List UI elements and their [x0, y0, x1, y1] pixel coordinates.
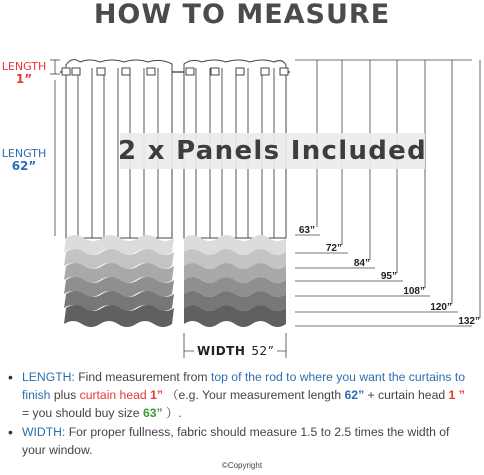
length-head-title: LENGTH — [1, 60, 47, 73]
width-label — [194, 344, 277, 358]
width-label-title: WIDTH — [197, 344, 246, 358]
bullet: • — [8, 369, 13, 385]
measurement-notes — [8, 368, 470, 460]
length-note — [8, 368, 470, 422]
size-label: 132” — [458, 316, 480, 327]
length-note-text: LENGTH: Find measurement from top of the rod to where you want the curtains to finish plus curtain head 1” （e.g. Your measurement length 62” + curtain head 1 ” = you should buy size 63” ）. — [22, 370, 466, 420]
panels-included-banner: 2 x Panels Included — [120, 133, 425, 169]
width-note — [8, 423, 470, 459]
size-label: 95” — [380, 271, 397, 282]
length-head-value: 1” — [15, 72, 33, 86]
length-dimension-lines — [50, 60, 60, 236]
length-measurement-label — [0, 147, 48, 173]
size-label: 63” — [298, 225, 315, 236]
size-scale — [295, 60, 480, 327]
size-label: 120” — [430, 302, 452, 313]
size-label: 108” — [403, 286, 425, 297]
curtain-panel-left — [62, 60, 174, 327]
width-value: 52” — [251, 344, 275, 358]
curtain-panel-right — [184, 60, 288, 327]
length-body-value: 62” — [11, 159, 37, 173]
page-title: HOW TO MEASURE — [93, 0, 391, 30]
bullet: • — [8, 424, 13, 440]
copyright: ©Copyright — [221, 461, 263, 470]
width-note-text: WIDTH: For proper fullness, fabric should measure 1.5 to 2.5 times the width of your window. — [22, 425, 450, 457]
length-curtain-head-label — [0, 60, 48, 86]
size-label: 72” — [325, 243, 342, 254]
size-label: 84” — [353, 258, 370, 269]
length-body-title: LENGTH — [1, 147, 47, 160]
